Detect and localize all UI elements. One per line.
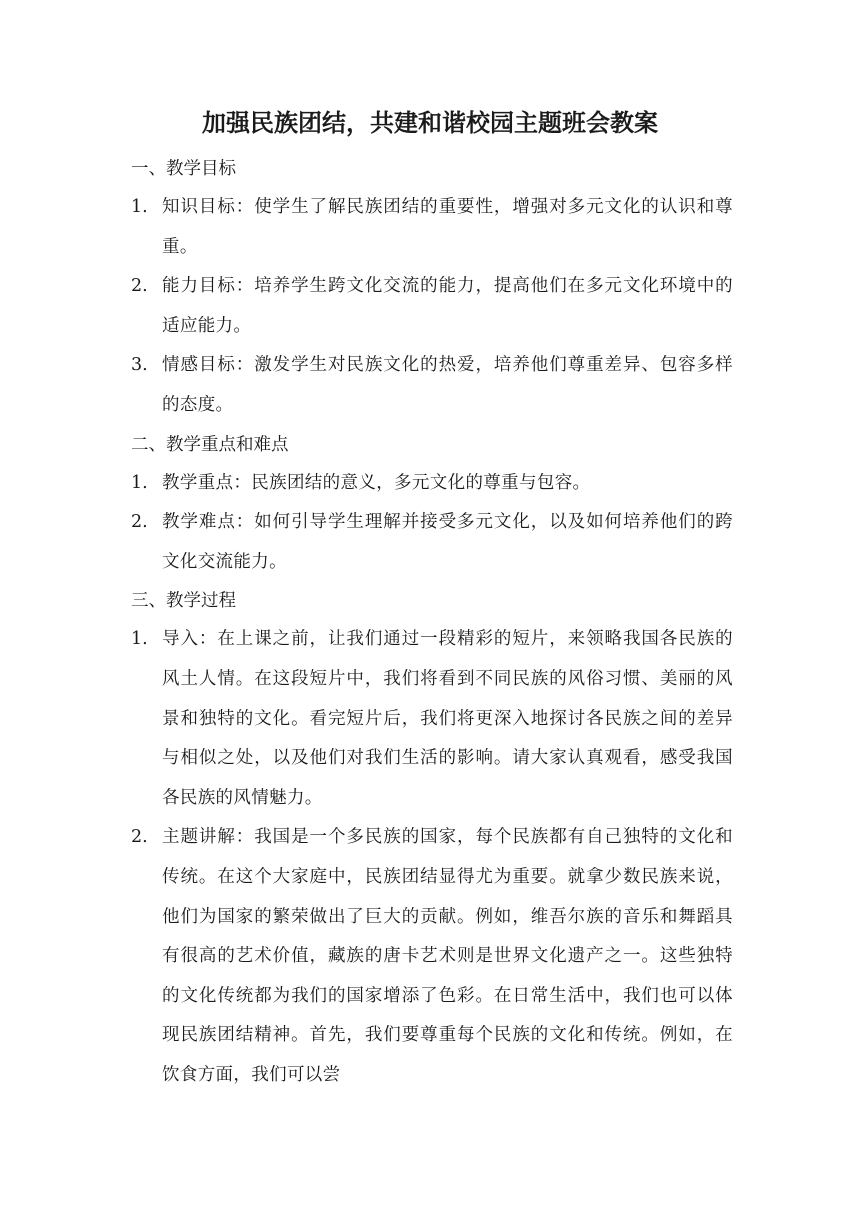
document-title: 加强民族团结，共建和谐校园主题班会教案	[202, 108, 658, 137]
list-item-number: 1.	[131, 197, 148, 217]
list-item-text: 主题讲解：我国是一个多民族的国家，每个民族都有自己独特的文化和传统。在这个大家庭中，民族团结显得尤为重要。就拿少数民族来说，他们为国家的繁荣做出了巨大的贡献。例如，维吾尔族的音乐和舞蹈具有很高的艺术价值，藏族的唐卡艺术则是世界文化遗产之一。这些独特的文化传统都为我们的国家增添了色彩。在日常生活中，我们也可以体现民族团结精神。首先，我们要尊重每个民族的文化和传统。例如，在饮食方面，我们可以尝	[162, 827, 733, 1085]
list-item-text: 情感目标：激发学生对民族文化的热爱，培养他们尊重差异、包容多样的态度。	[162, 355, 733, 415]
list-item	[131, 818, 733, 1095]
section-heading: 二、教学重点和难点	[131, 434, 289, 455]
list-item	[131, 188, 733, 267]
section-heading: 一、教学目标	[131, 159, 236, 179]
list-item-number: 2.	[131, 512, 148, 533]
list-item	[131, 464, 733, 504]
list-item-number: 1.	[131, 629, 148, 650]
list-item	[131, 346, 733, 425]
list-item-text: 导入：在上课之前，让我们通过一段精彩的短片，来领略我国各民族的风土人情。在这段短片中，我们将看到不同民族的风俗习惯、美丽的风景和独特的文化。看完短片后，我们将更深入地探讨各民族之间的差异与相似之处，以及他们对我们生活的影响。请大家认真观看，感受我国各民族的风情魅力。	[162, 629, 733, 808]
list-item-number: 2.	[131, 276, 148, 297]
list-item-number: 2.	[131, 827, 148, 848]
document-body	[131, 150, 733, 1095]
section-heading: 三、教学过程	[131, 591, 236, 612]
list-item-text: 能力目标：培养学生跨文化交流的能力，提高他们在多元文化环境中的适应能力。	[162, 276, 733, 336]
list-item	[131, 267, 733, 346]
list-item-number: 3.	[131, 355, 148, 376]
list-item	[131, 620, 733, 818]
list-item-text: 知识目标：使学生了解民族团结的重要性，增强对多元文化的认识和尊重。	[162, 197, 733, 257]
list-item-text: 教学重点：民族团结的意义，多元文化的尊重与包容。	[162, 472, 591, 493]
list-item-number: 1.	[131, 472, 148, 493]
list-item-text: 教学难点：如何引导学生理解并接受多元文化，以及如何培养他们的跨文化交流能力。	[162, 512, 733, 572]
list-item	[131, 503, 733, 582]
